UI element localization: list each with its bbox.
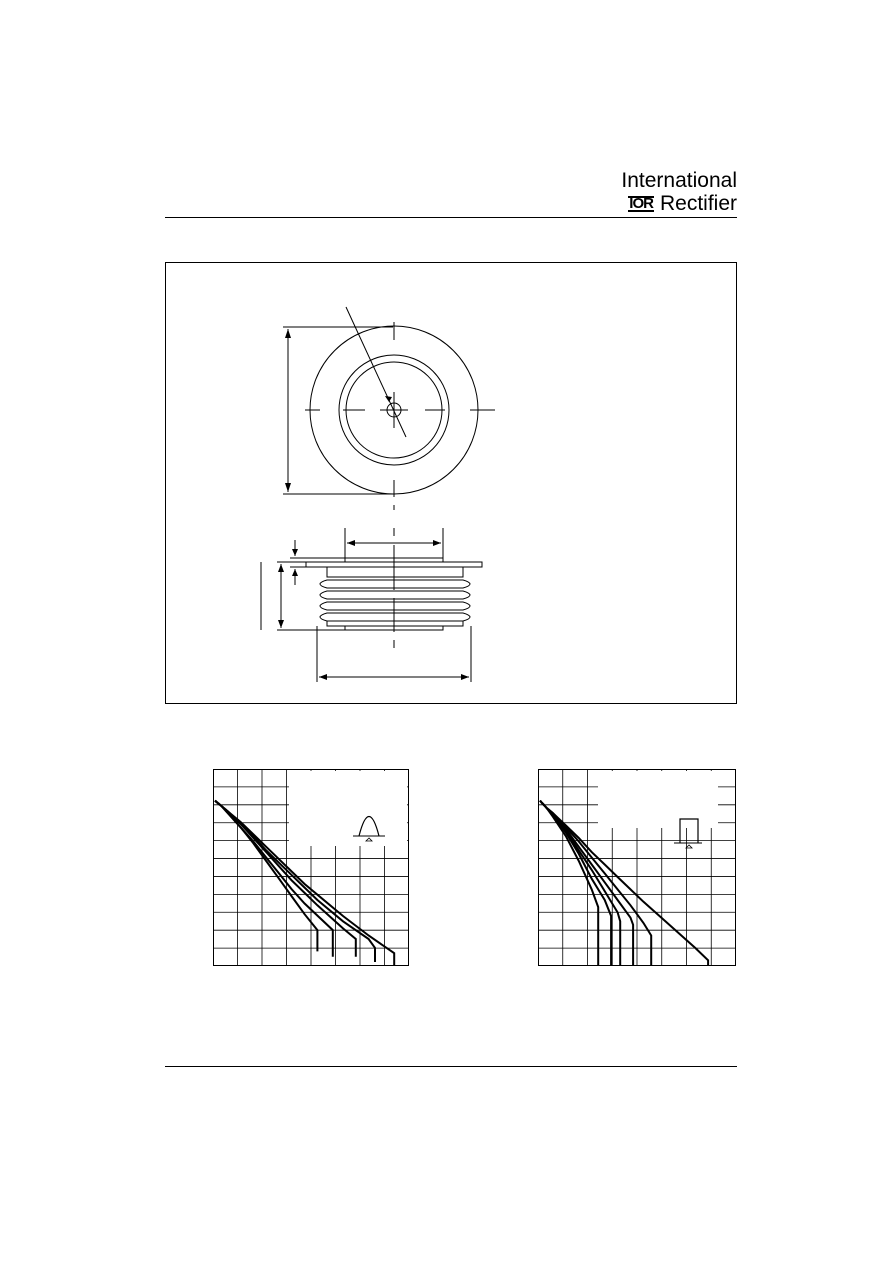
footer-rule: [165, 1066, 737, 1067]
logo-rectifier-row: [621, 193, 737, 214]
logo-international: International: [621, 169, 737, 192]
outline-drawing-box: [165, 262, 737, 704]
rectangular-waveform-icon: [598, 771, 718, 848]
chart-left: [213, 769, 409, 966]
series-line-1: [540, 801, 598, 966]
company-logo: [621, 170, 737, 214]
logo-rectifier: Rectifier: [659, 192, 737, 215]
chart-right: [538, 769, 736, 966]
header-rule: [165, 217, 737, 218]
logo-ior-mark: IOR: [629, 194, 653, 212]
half-sine-waveform-icon: [289, 771, 407, 846]
